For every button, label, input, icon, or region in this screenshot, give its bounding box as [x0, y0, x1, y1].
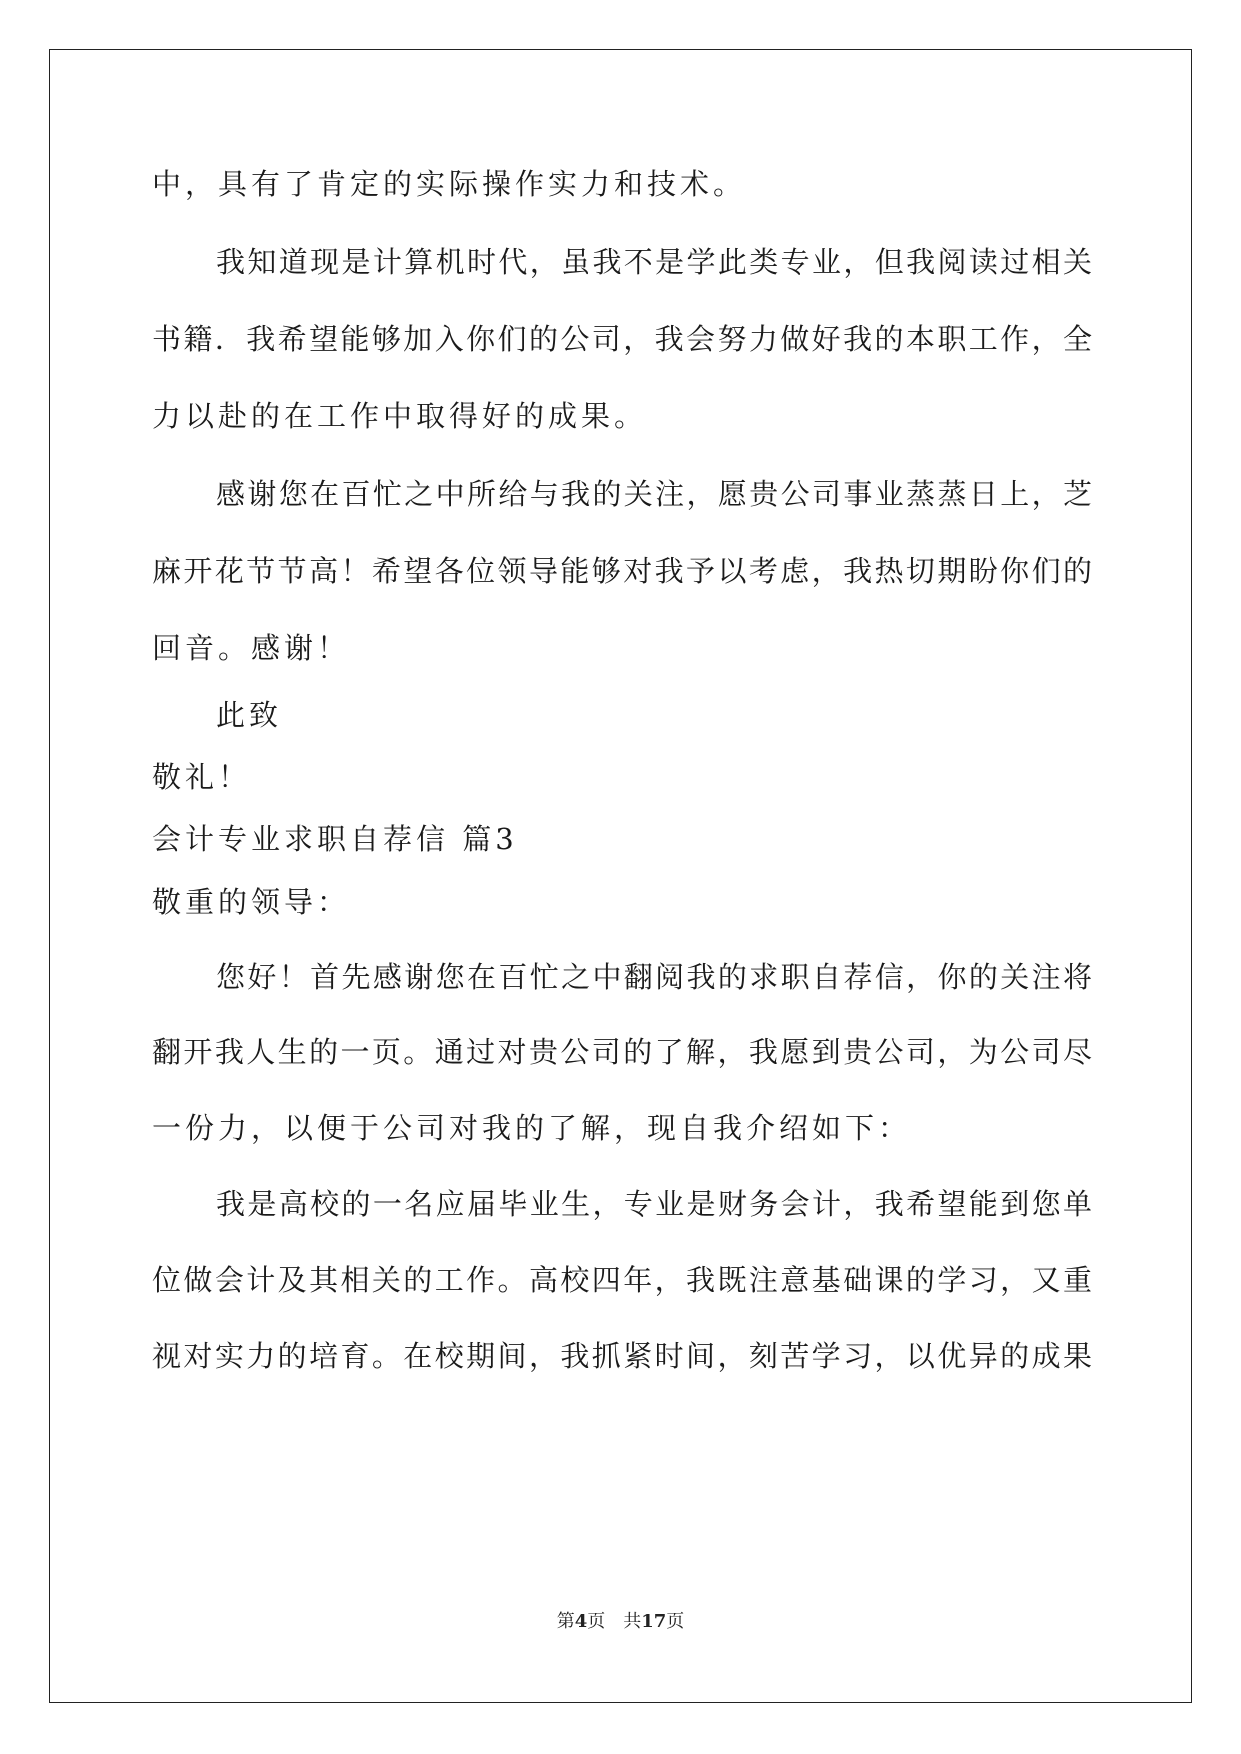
closing-line: 此致 — [216, 698, 283, 732]
total-pages: 17 — [641, 1611, 667, 1632]
greeting-line: 敬重的领导： — [152, 885, 351, 919]
text-line: 一份力，以便于公司对我的了解，现自我介绍如下： — [152, 1111, 912, 1145]
text-line: 回音。感谢！ — [152, 631, 351, 665]
section-heading: 会计专业求职自荐信 篇3 — [152, 822, 518, 856]
text-line: 感谢您在百忙之中所给与我的关注，愿贵公司事业蒸蒸日上，芝 — [216, 477, 1092, 511]
total-suffix: 页 — [666, 1611, 685, 1632]
page-suffix: 页 — [587, 1611, 606, 1632]
text-line: 我知道现是计算机时代，虽我不是学此类专业，但我阅读过相关 — [216, 245, 1092, 279]
page-number: 4 — [574, 1611, 588, 1632]
text-line: 麻开花节节高！希望各位领导能够对我予以考虑，我热切期盼你们的 — [152, 554, 1092, 588]
page-border — [49, 49, 1192, 1703]
salutation-line: 敬礼！ — [152, 760, 252, 794]
text-line: 视对实力的培育。在校期间，我抓紧时间，刻苦学习，以优异的成果 — [152, 1339, 1092, 1373]
text-line: 您好！首先感谢您在百忙之中翻阅我的求职自荐信，你的关注将 — [216, 960, 1092, 994]
text-line: 我是高校的一名应届毕业生，专业是财务会计，我希望能到您单 — [216, 1187, 1092, 1221]
page-prefix: 第 — [556, 1611, 575, 1632]
text-line: 位做会计及其相关的工作。高校四年，我既注意基础课的学习，又重 — [152, 1263, 1092, 1297]
page-footer — [0, 1607, 1241, 1633]
text-line: 中，具有了肯定的实际操作实力和技术。 — [152, 167, 747, 201]
text-line: 书籍．我希望能够加入你们的公司，我会努力做好我的本职工作，全 — [152, 322, 1092, 356]
total-prefix: 共 — [623, 1611, 642, 1632]
text-line: 力以赴的在工作中取得好的成果。 — [152, 399, 648, 433]
text-line: 翻开我人生的一页。通过对贵公司的了解，我愿到贵公司，为公司尽 — [152, 1035, 1092, 1069]
